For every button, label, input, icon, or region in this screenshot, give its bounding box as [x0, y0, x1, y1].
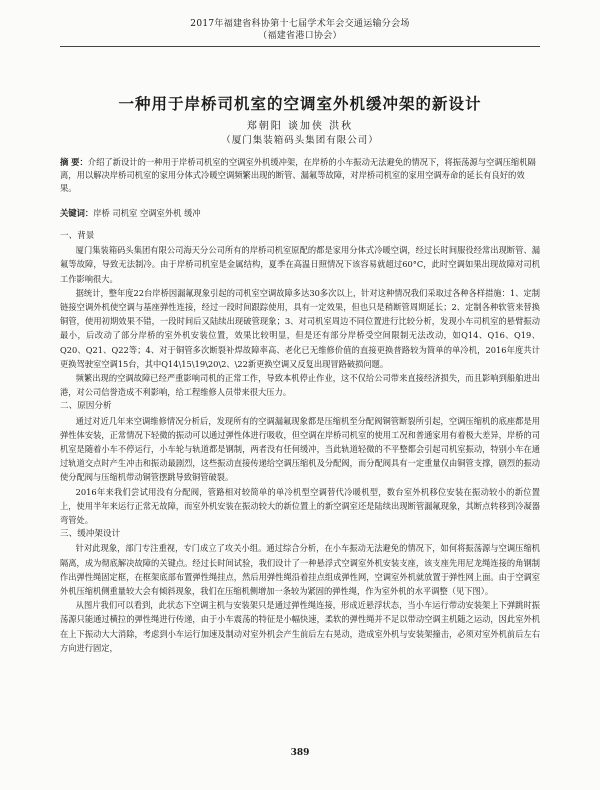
abstract-label: 摘 要：	[60, 157, 88, 167]
header-rule	[60, 46, 540, 47]
keywords-label: 关键词：	[60, 208, 94, 218]
section-heading: 三、缓冲架设计	[60, 529, 121, 540]
body-paragraph: 从图片我们可以看到，此状态下空调主机与安装架只是通过弹性绳连接，形成近悬浮状态，当小车运行带动安装架上下弹跳时振荡源只能通过横拉的弹性绳进行传递，由于小车震荡的特征是小幅快速，柔软的弹性绳并不足以带动空调主机随之运动，因此室外机在上下振动大大消除，考虑到小车运行加速及制动对室外机会产生前后左右晃动，造成室外机与安装架撞击，必须对室外机前后左右方向进行固定，	[60, 600, 540, 653]
header-line-2: （福建省港口协会）	[258, 31, 342, 41]
body-paragraph: 通过对近几年来空调维修情况分析后，发现所有的空调漏氟现象都是压缩机至分配阀铜管断裂所引起，空调压缩机的底座都是用弹性体安装，正常情况下轻微的振动可以通过弹性体进行吸收，但空调在岸桥司机室的使用工况和普通家用有着极大差异，岸桥的司机室是随着小车不停运行，小车轮与轨道都是钢制，两者没有任何缓冲，当此轨道轻微的不平整都会引起司机室振动，特别小车在通过轨道交点时产生冲击和振动最剧烈，这些振动直接传递给空调压缩机及分配阀，而分配阀具有一定重量仅由铜管支撑，剧烈的振动使分配阀与压缩机带动铜管摆跳导致铜管破裂。	[60, 415, 540, 483]
body-text	[60, 229, 540, 655]
body-paragraph: 频繁出现的空调故障已经严重影响司机的正常工作，导致本机停止作业，这不仅给公司带来直接经济损失，而且影响到船舶进出港，对公司信誉造成不利影响，给工程维修人员带来很大压力。	[60, 373, 540, 398]
body-paragraph: 据统计，整年度22台岸桥因漏氟现象引起的司机室空调故障多达30多次以上，针对这种情况我们采取过各种各样措施：1、定制链接空调外机使空调与基座弹性连接，经过一段时间跟踪使用，具有一定效果，但也只是稍断管周期延长；2、定制各种软管来替换铜管，使用初期效果不错，一段时间后又陆续出现破管现象；3、对司机室周边不同位置进行比较分析，发现小车司机室的悬臂振动最小，后改动了部分岸桥的室外机安装位置，效果比较明显，但是还有部分岸桥受空间限制无法改动，如Q14、Q16、Q19、Q20、Q21、Q22等；4、对于铜管多次断裂补焊故障率高、老化已无维修价值的直接更换普路较为简单的单冷机，2016年度共计更换驾驶室空调15台，其中Q14\15\19\20\2、\22新更换空调又反复出现冒路破损问题。	[60, 287, 540, 369]
keywords-text: 岸桥 司机室 空调室外机 缓冲	[93, 208, 201, 218]
section-heading: 一、背景	[60, 231, 95, 241]
body-paragraph: 厦门集装箱码头集团有限公司海天分公司所有的岸桥司机室原配的都是家用分体式冷暖空调，经过长时间服役经常出现断管、漏氟等故障，导致无法制冷。由于岸桥司机室是金属结构，夏季在高温日照情况下该容易就超过60°C，此时空调如果出现故障对司机工作影响很大。	[60, 245, 540, 284]
abstract-text: 介绍了新设计的一种用于岸桥司机室的空调室外机缓冲架，在岸桥的小车振动无法避免的情况下，将振荡源与空调压缩机隔离，用以解决岸桥司机室的家用分体式冷暖空调频繁出现的断管、漏氟等故障，对岸桥司机室的家用空调寿命的延长有良好的效果。	[60, 157, 536, 193]
section-heading: 二、原因分析	[60, 401, 112, 412]
abstract	[60, 156, 540, 195]
body-paragraph: 针对此现象，部门专注重视，专门成立了攻关小组。通过综合分析，在小车振动无法避免的情况下，如何将振荡源与空调压缩机隔离，成为彻底解决故障的关键点。经过长时间试验，我们设计了一种悬浮式空调室外机安装支座，该支座先用尼龙绳连接的角钢制作出弹性绳固定框，在框架底部布置弹性绳挂点，然后用弹性绳沿着挂点组成弹性网，空调室外机就放置于弹性网上面。由于空调室外机压缩机侧重量较大会有倾斜现象，我们在压缩机侧增加一条较为紧固的弹性绳，作为室外机的水平调整（见下图）。	[60, 543, 540, 597]
header-line-1: 2017年福建省科协第十七届学术年会交通运输分会场	[190, 19, 410, 29]
authors: 郑朝阳 谈加侠 洪秋	[246, 121, 354, 132]
paper-title: 一种用于岸桥司机室的空调室外机缓冲架的新设计	[118, 94, 482, 113]
running-header	[0, 18, 600, 42]
affiliation: （厦门集装箱码头集团有限公司）	[221, 135, 379, 146]
page-number: 389	[290, 748, 310, 758]
body-paragraph: 2016年来我们尝试用没有分配阀，管路相对较简单的单冷机型空调替代冷暖机型，数台室外机移位安装在振动较小的新位置上，使用半年来运行正常无故障，而室外机安装在振动较大的新位置上的新空调室还是陆续出现断管漏氟现象，其断点转移到冷凝器弯管处。	[60, 486, 540, 526]
keywords	[60, 207, 540, 220]
